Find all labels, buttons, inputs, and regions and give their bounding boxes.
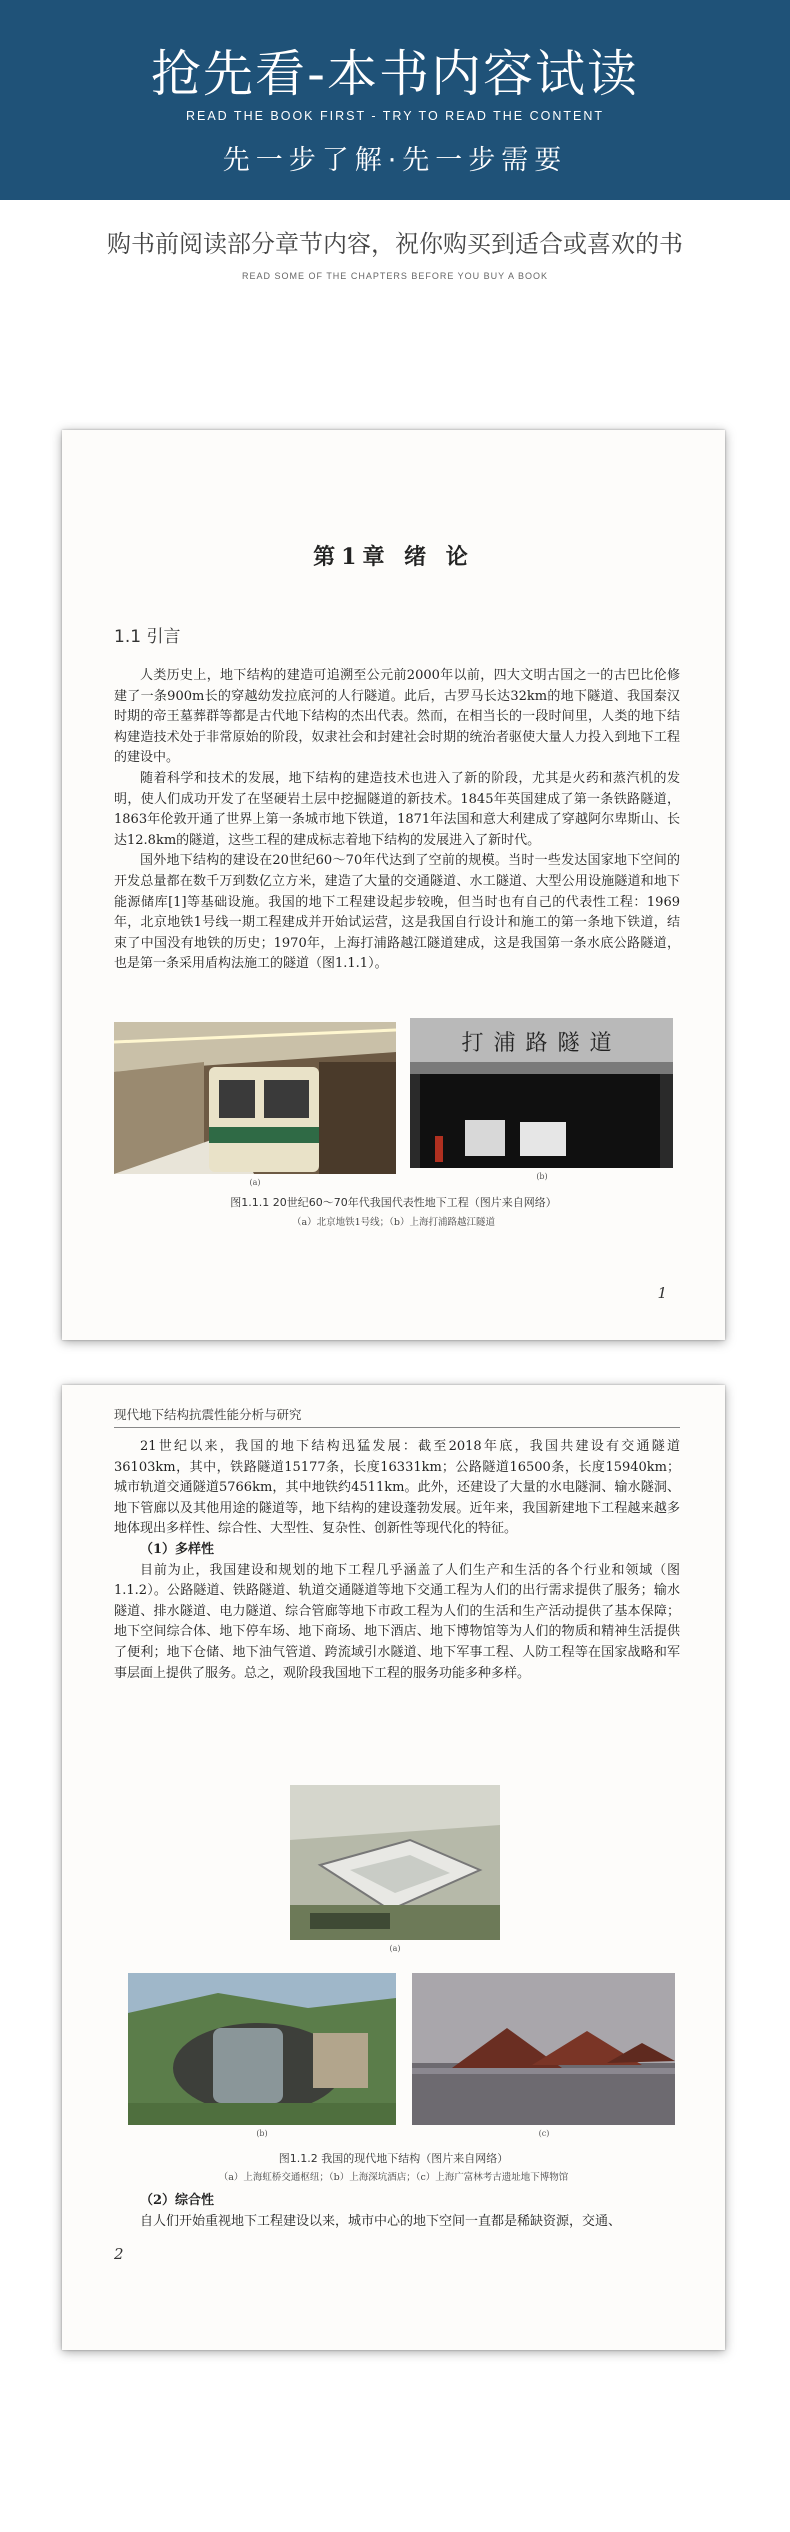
figure-subcaption: （a）北京地铁1号线；（b）上海打浦路越江隧道 <box>291 1217 496 1228</box>
header-rule <box>114 1427 680 1428</box>
paragraph: 21世纪以来，我国的地下结构迅猛发展：截至2018年底，我国共建设有交通隧道36103km，其中，铁路隧道15177条，长度16331km；公路隧道16500条，长度15940km；城市轨道交通隧道5766km，其中地铁约4511km。此外，还建设了大量的水电隧洞、输水隧洞、地下管廊以及其他用途的隧道等，地下结构的建设蓬勃发展。近年来，我国新建地下工程越来越多地体现出多样性、综合性、大型性、复杂性、创新性等现代化的特征。 <box>114 1439 680 1537</box>
book-page-2 <box>62 1385 725 2350</box>
paragraph: 国外地下结构的建设在20世纪60～70年代达到了空前的规模。当时一些发达国家地下空间的开发总量都在数千万到数亿立方米，建造了大量的交通隧道、水工隧道、大型公用设施隧道和地下能源储库[1]等基础设施。我国的地下工程建设起步较晚，但当时也有自己的代表性工程：1969年，北京地铁1号线一期工程建成并开始试运营，这是我国自行设计和施工的第一条地下铁道，结束了中国没有地铁的历史；1970年，上海打浦路越江隧道建成，这是我国第一条水底公路隧道，也是第一条采用盾构法施工的隧道（图1.1.1）。 <box>114 853 680 972</box>
running-head: 现代地下结构抗震性能分析与研究 <box>114 1407 302 1422</box>
photo-beijing-subway <box>114 1022 396 1174</box>
page1-body <box>114 666 680 975</box>
heading-diversity: （1）多样性 <box>140 1541 215 1557</box>
banner-title: 抢先看-本书内容试读 <box>150 45 640 103</box>
figure-label-a: (a) <box>249 1178 261 1187</box>
figure-label-a: (a) <box>389 1944 401 1953</box>
tunnel-sign: 打浦路隧道 <box>461 1031 622 1056</box>
figure-label-b: (b) <box>256 2129 268 2138</box>
page-number: 2 <box>114 2245 124 2263</box>
figure-subcaption: （a）上海虹桥交通枢纽；（b）上海深坑酒店；（c）上海广富林考古遗址地下博物馆 <box>218 2172 569 2183</box>
header-banner <box>0 0 790 200</box>
page-number: 1 <box>657 1284 667 1302</box>
heading-comprehensive: （2）综合性 <box>140 2193 215 2208</box>
intro-text-en: READ SOME OF THE CHAPTERS BEFORE YOU BUY A BOOK <box>241 271 549 281</box>
page2-body-top <box>114 1437 680 1684</box>
photo-hongqiao-hub <box>290 1785 500 1940</box>
chapter-title: 第1章 绪 论 <box>313 544 474 570</box>
intro-text: 购书前阅读部分章节内容，祝你购买到适合或喜欢的书 <box>107 230 683 258</box>
photo-quarry-hotel <box>128 1973 396 2125</box>
section-title: 1.1 引言 <box>114 627 181 647</box>
page2-body-bottom <box>114 2191 680 2232</box>
paragraph: 目前为止，我国建设和规划的地下工程几乎涵盖了人们生产和生活的各个行业和领域（图1.1.2）。公路隧道、铁路隧道、轨道交通隧道等地下交通工程为人们的出行需求提供了服务；输水隧道、排水隧道、电力隧道、综合管廊等地下市政工程为人们的生活和生产活动提供了基本保障；地下空间综合体、地下停车场、地下商场、地下酒店、地下博物馆等为人们的物质和精神生活提供了便利；地下仓储、地下油气管道、跨流域引水隧道、地下军事工程、人防工程等在国家战略和军事层面上提供了服务。总之，观阶段我国地下工程的服务功能多种多样。 <box>114 1562 680 1681</box>
banner-tagline: 先一步了解·先一步需要 <box>222 145 568 176</box>
banner-subtitle-en: READ THE BOOK FIRST - TRY TO READ THE CONTENT <box>185 109 605 123</box>
photo-dapu-tunnel <box>410 1018 673 1168</box>
paragraph: 人类历史上，地下结构的建造可追溯至公元前2000年以前，四大文明古国之一的古巴比伦修建了一条900m长的穿越幼发拉底河的人行隧道。此后，古罗马长达32km的地下隧道、我国秦汉时期的帝王墓葬群等都是古代地下结构的杰出代表。然而，在相当长的一段时间里，人类的地下结构建造技术处于非常原始的阶段，奴隶社会和封建社会时期的统治者驱使大量人力投入到地下工程的建设中。 <box>114 668 680 766</box>
paragraph: 随着科学和技术的发展，地下结构的建造技术也进入了新的阶段，尤其是火药和蒸汽机的发明，使人们成功开发了在坚硬岩土层中挖掘隧道的新技术。1845年英国建成了第一条铁路隧道，1863年伦敦开通了世界上第一条城市地下铁道，1871年法国和意大利建成了穿越阿尔卑斯山、长达12.8km的隧道，这些工程的建成标志着地下结构的发展进入了新时代。 <box>114 770 680 848</box>
paragraph: 自人们开始重视地下工程建设以来，城市中心的地下空间一直都是稀缺资源，交通、 <box>140 2213 622 2229</box>
photo-guangfulin-museum <box>412 1973 675 2125</box>
book-page-1 <box>62 430 725 1340</box>
figure-caption: 图1.1.1 20世纪60～70年代我国代表性地下工程（图片来自网络） <box>230 1196 557 1209</box>
figure-label-c: (c) <box>538 2129 550 2138</box>
figure-caption: 图1.1.2 我国的现代地下结构（图片来自网络） <box>278 2152 509 2165</box>
figure-label-b: (b) <box>536 1172 548 1181</box>
